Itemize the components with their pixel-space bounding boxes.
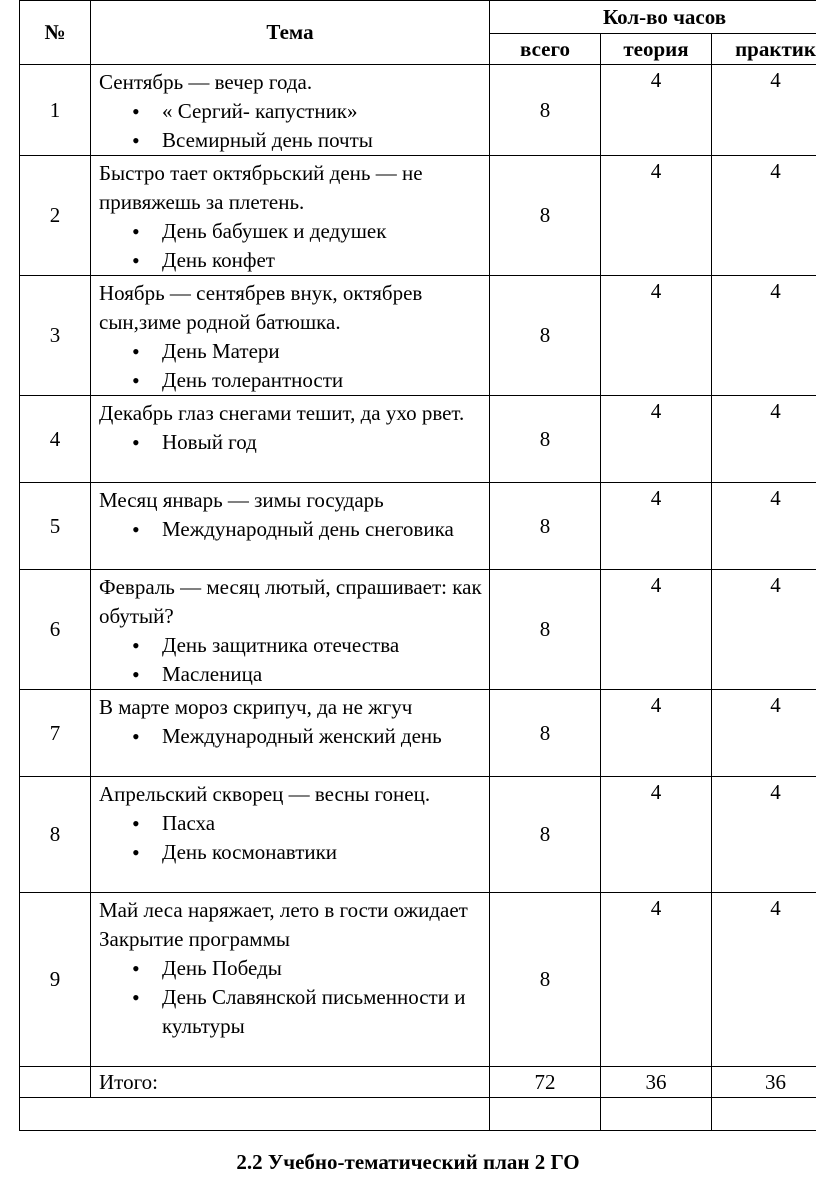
row-practice-hours: 4 [712,690,816,777]
row-topic [91,777,490,893]
empty-cell [20,1098,490,1131]
row-theory-hours: 4 [601,777,712,893]
topic-title: Декабрь глаз снегами тешит, да ухо рвет. [99,401,465,425]
header-total: всего [490,34,601,65]
row-number: 5 [20,483,91,570]
row-practice-hours: 4 [712,156,816,276]
row-topic [91,570,490,690]
row-theory-hours: 4 [601,483,712,570]
summary-row [20,1067,816,1098]
summary-practice: 36 [712,1067,816,1098]
table-row [20,156,816,276]
event-item: • День конфет [162,246,485,275]
event-item: • День защитника отечества [162,631,485,660]
table-row [20,276,816,396]
table-body [20,65,816,1131]
row-topic [91,156,490,276]
row-theory-hours: 4 [601,570,712,690]
topic-title: Сентябрь — вечер года. [99,70,313,94]
topic-title: Май леса наряжает, лето в гости ожидает Закрытие программы [99,898,468,951]
row-total-hours: 8 [490,893,601,1067]
table-row [20,483,816,570]
event-item: • День Матери [162,337,485,366]
row-practice-hours: 4 [712,396,816,483]
row-theory-hours: 4 [601,65,712,156]
event-item: • День космонавтики [162,838,485,867]
topic-title: Февраль — месяц лютый, спрашивает: как обутый? [99,575,482,628]
row-topic [91,483,490,570]
event-item: • День Славянской письменности и культуры [162,983,485,1041]
topic-title: Быстро тает октябрьский день — не привяжешь за плетень. [99,161,423,214]
event-item: • День толерантности [162,366,485,395]
row-practice-hours: 4 [712,483,816,570]
empty-cell [490,1098,601,1131]
table-row [20,777,816,893]
event-list [99,631,485,689]
summary-theory: 36 [601,1067,712,1098]
row-theory-hours: 4 [601,396,712,483]
row-number: 2 [20,156,91,276]
row-topic [91,396,490,483]
header-number: № [20,1,91,65]
event-item: • Новый год [162,428,485,457]
row-practice-hours: 4 [712,777,816,893]
row-topic [91,65,490,156]
event-list [99,428,485,457]
header-topic: Тема [91,1,490,65]
summary-empty-cell [20,1067,91,1098]
header-hours: Кол-во часов [490,1,816,34]
event-list [99,954,485,1041]
row-total-hours: 8 [490,276,601,396]
topic-title: В марте мороз скрипуч, да не жгуч [99,695,413,719]
table-row [20,65,816,156]
summary-label: Итого: [91,1067,490,1098]
row-practice-hours: 4 [712,570,816,690]
row-topic [91,893,490,1067]
empty-row [20,1098,816,1131]
row-number: 6 [20,570,91,690]
row-total-hours: 8 [490,777,601,893]
section-caption: 2.2 Учебно-тематический план 2 ГО [236,1150,580,1174]
event-list [99,217,485,275]
event-item: • Международный женский день [162,722,485,751]
empty-cell [712,1098,816,1131]
table-row [20,570,816,690]
event-list [99,722,485,751]
row-practice-hours: 4 [712,276,816,396]
row-total-hours: 8 [490,65,601,156]
row-total-hours: 8 [490,690,601,777]
row-number: 8 [20,777,91,893]
topic-title: Ноябрь — сентябрев внук, октябрев сын,зиме родной батюшка. [99,281,423,334]
row-total-hours: 8 [490,396,601,483]
row-number: 3 [20,276,91,396]
table-row [20,893,816,1067]
event-item: • День бабушек и дедушек [162,217,485,246]
row-topic [91,690,490,777]
row-practice-hours: 4 [712,65,816,156]
row-theory-hours: 4 [601,156,712,276]
event-item: • Всемирный день почты [162,126,485,155]
table-row [20,690,816,777]
row-total-hours: 8 [490,483,601,570]
topic-title: Месяц январь — зимы государь [99,488,384,512]
table-row [20,396,816,483]
event-list [99,337,485,395]
row-topic [91,276,490,396]
thematic-plan-table [19,0,816,1131]
row-total-hours: 8 [490,156,601,276]
row-number: 9 [20,893,91,1067]
header-theory: теория [601,34,712,65]
event-item: • Международный день снеговика [162,515,485,544]
empty-cell [601,1098,712,1131]
row-total-hours: 8 [490,570,601,690]
event-item: • День Победы [162,954,485,983]
row-theory-hours: 4 [601,276,712,396]
event-list [99,515,485,544]
header-practice: практик [712,34,816,65]
topic-title: Апрельский скворец — весны гонец. [99,782,431,806]
event-item: • Масленица [162,660,485,689]
event-item: • Пасха [162,809,485,838]
row-theory-hours: 4 [601,893,712,1067]
row-number: 4 [20,396,91,483]
row-practice-hours: 4 [712,893,816,1067]
row-theory-hours: 4 [601,690,712,777]
event-item: • « Сергий- капустник» [162,97,485,126]
event-list [99,809,485,867]
event-list [99,97,485,155]
row-number: 7 [20,690,91,777]
row-number: 1 [20,65,91,156]
summary-total: 72 [490,1067,601,1098]
